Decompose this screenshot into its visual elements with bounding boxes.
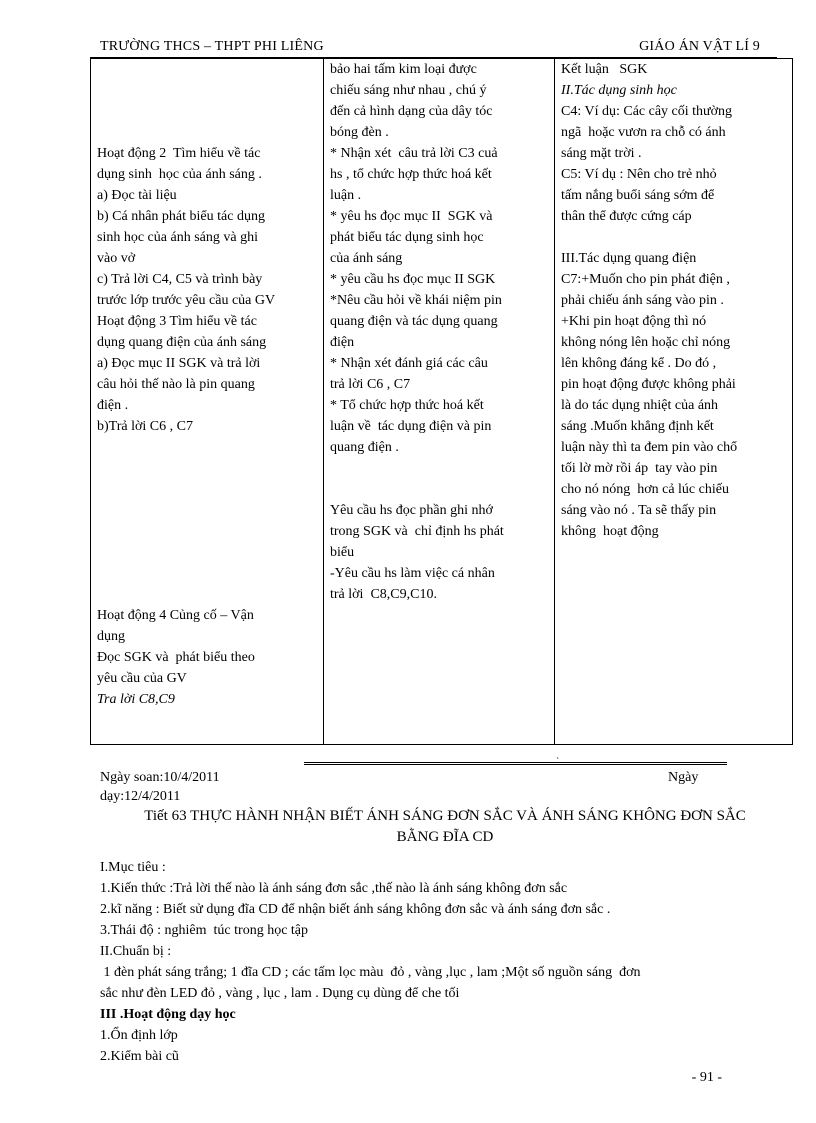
text-line: sáng mặt trời . xyxy=(561,146,642,161)
text-line: đến cả hình dạng của dây tóc xyxy=(330,104,493,119)
text-line: Đọc SGK và phát biểu theo xyxy=(97,650,255,665)
section-divider xyxy=(304,762,727,765)
text-line: trước lớp trước yêu cầu của GV xyxy=(97,293,276,308)
text-line xyxy=(97,458,317,479)
text-line: I.Mục tiêu : xyxy=(100,860,166,875)
text-line: pin hoạt động được không phải xyxy=(561,377,736,392)
text-line: phải chiếu ánh sáng vào pin . xyxy=(561,293,724,308)
text-line: sáng vào nó . Ta sẽ thấy pin xyxy=(561,503,717,518)
date-taught: dạy:12/4/2011 xyxy=(100,789,181,804)
text-line xyxy=(97,437,317,458)
text-line: sinh học của ánh sáng và ghi xyxy=(97,230,258,245)
page-number: - 91 - xyxy=(691,1070,722,1085)
content-column xyxy=(555,59,793,745)
text-line: câu hỏi thế nào là pin quang xyxy=(97,377,255,392)
text-line: a) Đọc tài liệu xyxy=(97,188,177,203)
text-line: biểu xyxy=(330,545,355,560)
text-line: * Nhận xét câu trả lời C3 cuả xyxy=(330,146,498,161)
text-line: Hoạt động 4 Củng cố – Vận xyxy=(97,608,254,623)
text-line: lên không đáng kể . Do đó , xyxy=(561,356,717,371)
text-line: 2.Kiểm bài cũ xyxy=(100,1049,179,1064)
text-line: b)Trả lời C6 , C7 xyxy=(97,419,193,434)
text-line: a) Đọc mục II SGK và trả lời xyxy=(97,356,261,371)
text-line: 1 đèn phát sáng trắng; 1 đĩa CD ; các tấm lọc màu đỏ , vàng ,lục , lam ;Một số nguồn sáng đơn xyxy=(100,965,641,980)
text-line: 1.Kiến thức :Trả lời thế nào là ánh sáng đơn sắc ,thế nào là ánh sáng không đơn sắc xyxy=(100,881,568,896)
text-line: -Yêu cầu hs làm việc cá nhân xyxy=(330,566,495,581)
text-line: Tra lời C8,C9 xyxy=(97,692,175,707)
text-line: Yêu cầu hs đọc phần ghi nhớ xyxy=(330,503,493,518)
text-line: không hoạt động xyxy=(561,524,659,539)
text-line: Kết luận SGK xyxy=(561,62,648,77)
text-line: dụng xyxy=(97,629,125,644)
text-line: * Tổ chức hợp thức hoá kết xyxy=(330,398,484,413)
text-line: luận . xyxy=(330,188,362,203)
text-line xyxy=(330,479,548,500)
text-line: yêu cầu của GV xyxy=(97,671,187,686)
text-line: quang điện và tác dụng quang xyxy=(330,314,498,329)
text-line: trả lời C8,C9,C10. xyxy=(330,587,437,602)
text-line: II.Chuẩn bị : xyxy=(100,944,172,959)
text-line xyxy=(97,500,317,521)
date-taught-label: Ngày xyxy=(668,770,699,785)
text-line: 2.kĩ năng : Biết sử dụng đĩa CD để nhận biết ánh sáng không đơn sắc và ánh sáng đơn sắc . xyxy=(100,902,611,917)
text-line: b) Cá nhân phát biểu tác dụng xyxy=(97,209,265,224)
date-prepared: Ngày soan:10/4/2011 xyxy=(100,770,220,785)
text-line: c) Trả lời C4, C5 và trình bày xyxy=(97,272,263,287)
text-line: 3.Thái độ : nghiêm túc trong học tập xyxy=(100,923,309,938)
text-line xyxy=(97,80,317,101)
lesson-title xyxy=(100,806,790,848)
text-line: điện . xyxy=(97,398,129,413)
text-line: sáng .Muốn khẳng định kết xyxy=(561,419,714,434)
text-line: Hoạt động 3 Tìm hiểu về tác xyxy=(97,314,257,329)
text-line: sắc như đèn LED đỏ , vàng , lục , lam . Dụng cụ dùng để che tối xyxy=(100,986,460,1001)
text-line: * Nhận xét đánh giá các câu xyxy=(330,356,488,371)
text-line: *Nêu cầu hỏi về khái niệm pin xyxy=(330,293,502,308)
text-line: luận về tác dụng điện và pin xyxy=(330,419,492,434)
text-line: vào vở xyxy=(97,251,136,266)
text-line xyxy=(97,101,317,122)
text-line xyxy=(97,563,317,584)
teacher-activity-column xyxy=(324,59,555,745)
text-line xyxy=(97,122,317,143)
text-line: * yêu hs đọc mục II SGK và xyxy=(330,209,493,224)
text-line: của ánh sáng xyxy=(330,251,403,266)
text-line: ngã hoặc vươn ra chỗ có ánh xyxy=(561,125,726,140)
text-line xyxy=(330,458,548,479)
lesson-title-line-2: BẰNG ĐĨA CD xyxy=(396,829,494,845)
text-line: tấm nắng buổi sáng sớm để xyxy=(561,188,715,203)
text-line: C4: Ví dụ: Các cây cối thường xyxy=(561,104,733,119)
text-line: bảo hai tấm kim loại được xyxy=(330,62,477,77)
lesson-title-line-1: Tiết 63 THỰC HÀNH NHẬN BIẾT ÁNH SÁNG ĐƠN SẮC VÀ ÁNH SÁNG KHÔNG ĐƠN SẮC xyxy=(144,808,746,824)
text-line: 1.Ổn định lớp xyxy=(100,1028,178,1043)
divider-mark: ` xyxy=(556,757,560,768)
text-line: bóng đèn . xyxy=(330,125,389,140)
text-line: III.Tác dụng quang điện xyxy=(561,251,697,266)
text-line: III .Hoạt động dạy học xyxy=(100,1007,236,1022)
header-school: TRƯỜNG THCS – THPT PHI LIÊNG xyxy=(100,39,324,54)
lesson-table xyxy=(90,58,793,745)
table-row xyxy=(91,59,793,745)
header-subject: GIÁO ÁN VẬT LÍ 9 xyxy=(639,39,760,54)
text-line: trong SGK và chỉ định hs phát xyxy=(330,524,504,539)
text-line: C7:+Muốn cho pin phát điện , xyxy=(561,272,730,287)
text-line xyxy=(97,479,317,500)
text-line: hs , tổ chức hợp thức hoá kết xyxy=(330,167,492,182)
text-line xyxy=(561,227,786,248)
text-line xyxy=(97,584,317,605)
text-line: * yêu cầu hs đọc mục II SGK xyxy=(330,272,496,287)
text-line: cho nó nóng hơn cả lúc chiếu xyxy=(561,482,729,497)
text-line: Hoạt động 2 Tìm hiểu về tác xyxy=(97,146,261,161)
text-line: II.Tác dụng sinh học xyxy=(561,83,677,98)
text-line: luận này thì ta đem pin vào chổ xyxy=(561,440,738,455)
text-line: thân thể được cứng cáp xyxy=(561,209,692,224)
text-line: C5: Ví dụ : Nên cho trẻ nhỏ xyxy=(561,167,717,182)
text-line: dụng quang điện của ánh sáng xyxy=(97,335,267,350)
text-line: điện xyxy=(330,335,355,350)
text-line: dụng sinh học của ánh sáng . xyxy=(97,167,262,182)
text-line xyxy=(97,59,317,80)
lesson-body xyxy=(100,857,790,1067)
text-line: phát biểu tác dụng sinh học xyxy=(330,230,484,245)
text-line: không nóng lên hoặc chỉ nóng xyxy=(561,335,731,350)
text-line: quang điện . xyxy=(330,440,399,455)
text-line: tối lờ mờ rồi áp tay vào pin xyxy=(561,461,718,476)
text-line: trả lời C6 , C7 xyxy=(330,377,411,392)
text-line: chiếu sáng như nhau , chú ý xyxy=(330,83,487,98)
text-line xyxy=(97,521,317,542)
text-line xyxy=(97,542,317,563)
text-line: +Khi pin hoạt động thì nó xyxy=(561,314,707,329)
teacher-student-activity-column xyxy=(91,59,324,745)
text-line: là do tác dụng nhiệt của ánh xyxy=(561,398,719,413)
